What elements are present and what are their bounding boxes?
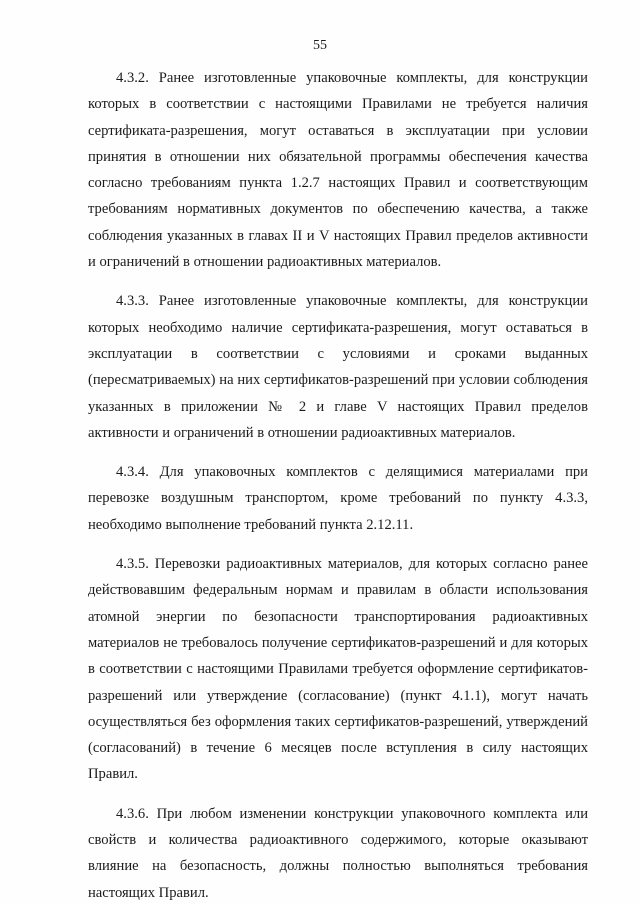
paragraph-4-3-5: 4.3.5. Перевозки радиоактивных материалов, для которых согласно ранее действовавшим федеральным нормам и правилам в области использования атомной энергии по безопасности транспортирования радиоактивных материалов не требовалось получение сертификатов-разрешений и для которых в соответствии с настоящими Правилами требуется оформление сертификатов-разрешений или утверждение (согласование) (пункт 4.1.1), могут начать осуществляться без оформления таких сертификатов-разрешений, утверждений (согласований) в течение 6 месяцев после вступления в силу настоящих Правил. [88,556,588,783]
paragraph-4-3-4: 4.3.4. Для упаковочных комплектов с делящимися материалами при перевозке воздушным транспортом, кроме требований по пункту 4.3.3, необходимо выполнение требований пункта 2.12.11. [88,464,588,533]
page-number: 55 [313,38,327,53]
document-body [88,65,588,906]
paragraph-4-3-6: 4.3.6. При любом изменении конструкции упаковочного комплекта или свойств и количества радиоактивного содержимого, которые оказывают влияние на безопасность, должны полностью выполняться требования настоящих Правил. [88,805,588,901]
paragraph-4-3-3: 4.3.3. Ранее изготовленные упаковочные комплекты, для конструкции которых необходимо наличие сертификата-разрешения, могут оставаться в эксплуатации в соответствии с условиями и сроками выданных (пересматриваемых) на них сертификатов-разрешений при условии соблюдения указанных в приложении № 2 и главе V настоящих Правил пределов активности и ограничений в отношении радиоактивных материалов. [88,293,588,441]
paragraph-4-3-2: 4.3.2. Ранее изготовленные упаковочные комплекты, для конструкции которых в соответствии с настоящими Правилами не требуется наличия сертификата-разрешения, могут оставаться в эксплуатации при условии принятия в отношении них обязательной программы обеспечения качества согласно требованиям пункта 1.2.7 настоящих Правил и соответствующим требованиям нормативных документов по обеспечению качества, а также соблюдения указанных в главах II и V настоящих Правил пределов активности и ограничений в отношении радиоактивных материалов. [88,70,588,271]
